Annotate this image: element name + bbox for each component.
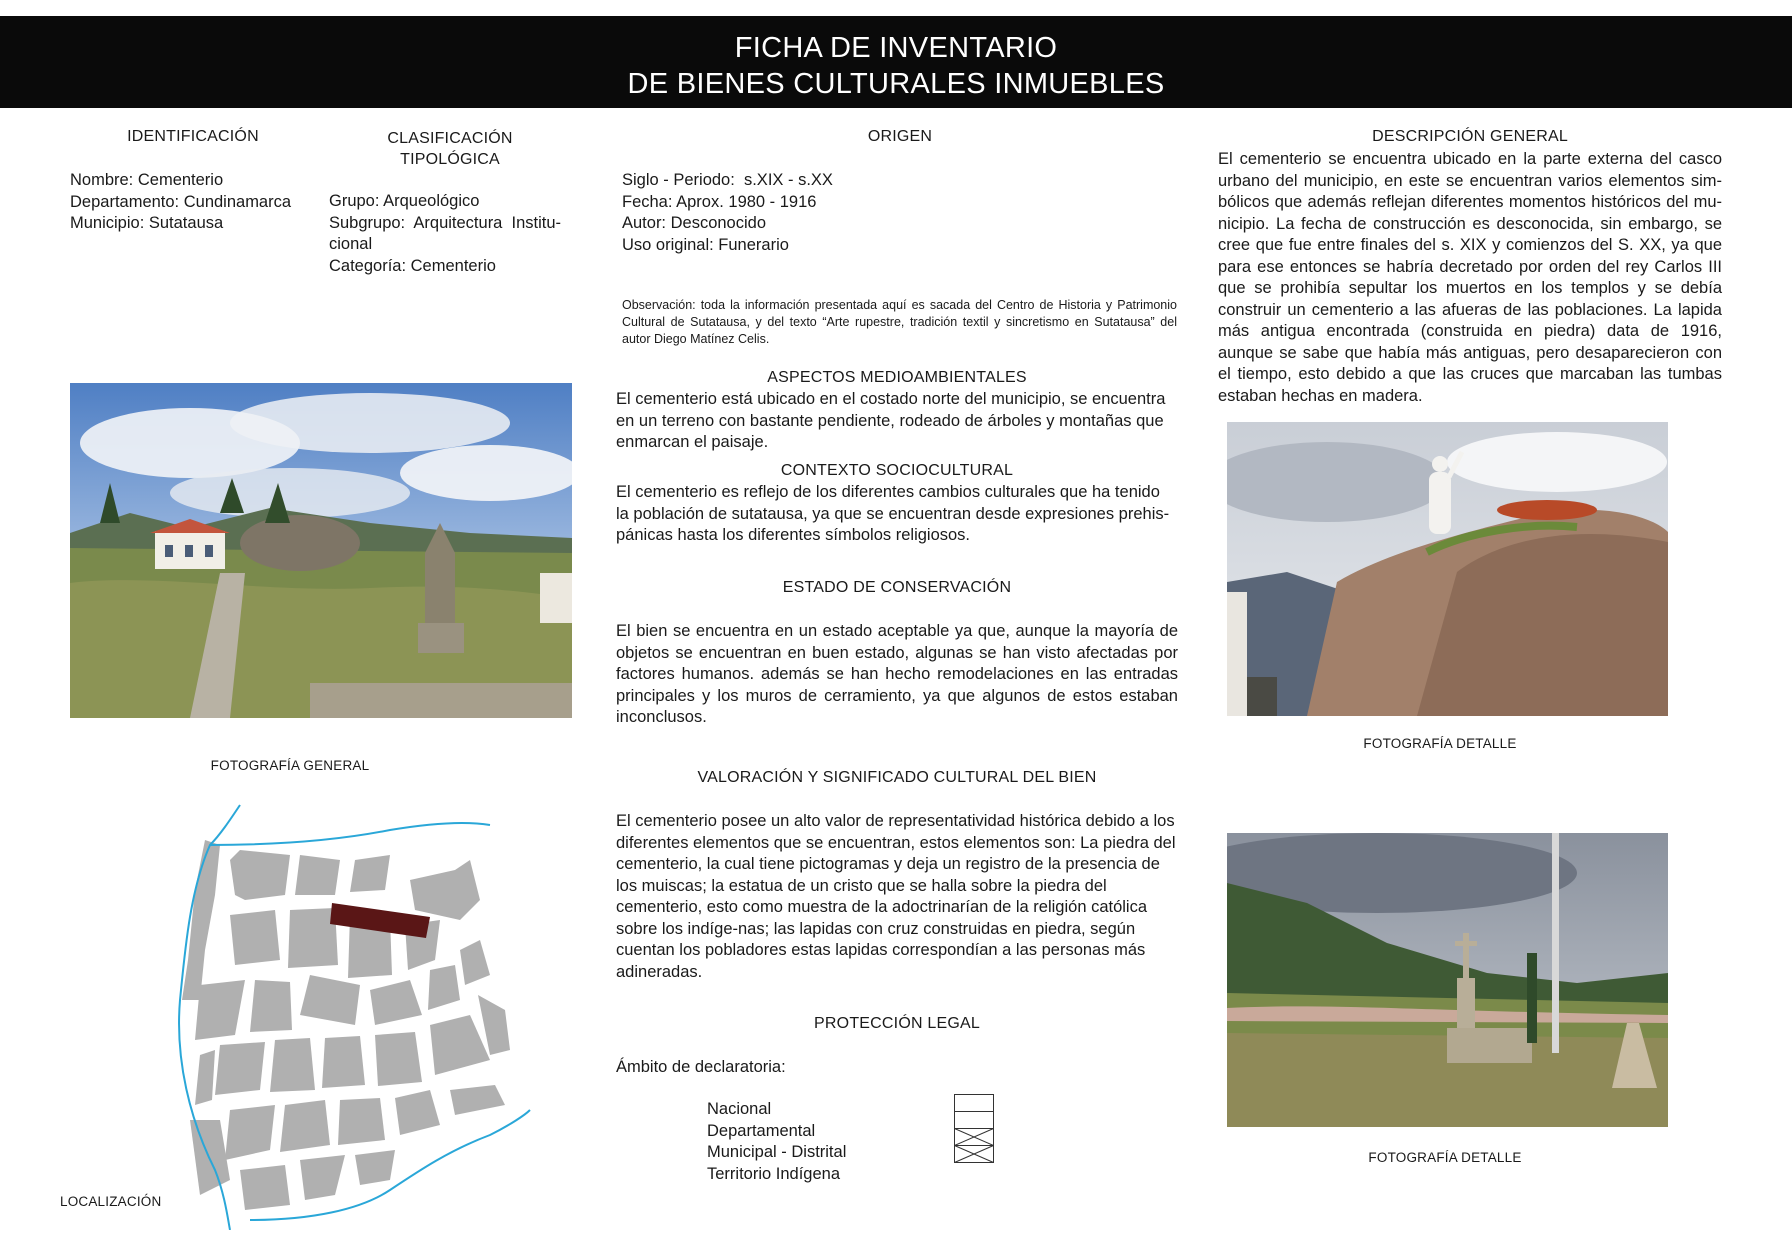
- medioambientales-text: El cementerio está ubicado en el costado norte del municipio, se encuentra en un terreno con bastante pendiente, rodeado de árboles y montañas que enmarcan el paisaje.: [616, 390, 1166, 451]
- proteccion-title: PROTECCIÓN LEGAL: [814, 1015, 980, 1032]
- clasificacion-subgrupo: Subgrupo: Arquitectura Institu-: [329, 213, 562, 232]
- proteccion-checkboxes: [954, 1094, 994, 1164]
- conservacion-text: El bien se encuentra en un estado aceptable ya que, aunque la mayoría de objetos se encuentran en buen estado, algunas se han visto afectadas por factores humanos. además se han hecho remodelaciones en las entradas principales y los muros de cerramiento, ya que algunos de estos estaban inconclusos.: [616, 622, 1178, 726]
- origen-block: [622, 170, 922, 256]
- identificacion-nombre: Nombre: Cementerio: [70, 171, 224, 189]
- clasificacion-title: [360, 128, 540, 170]
- photo-detalle-1: [1227, 422, 1668, 716]
- caption-general: FOTOGRAFÍA GENERAL: [210, 758, 370, 773]
- caption-detalle-2: FOTOGRAFÍA DETALLE: [1368, 1150, 1522, 1165]
- sociocultural-title: CONTEXTO SOCIOCULTURAL: [780, 462, 1014, 479]
- origen-autor: Autor: Desconocido: [622, 214, 766, 232]
- page-header: [0, 16, 1792, 108]
- checkbox-departamental[interactable]: [955, 1112, 994, 1129]
- origen-title: ORIGEN: [867, 128, 933, 145]
- identificacion-departamento: Departamento: Cundinamarca: [70, 192, 292, 211]
- identificacion-block: [70, 170, 310, 235]
- origen-fecha: Fecha: Aprox. 1980 - 1916: [622, 192, 817, 211]
- checkbox-municipal[interactable]: [955, 1129, 994, 1146]
- clasificacion-grupo: Grupo: Arqueológico: [329, 192, 480, 210]
- valoracion-title: VALORACIÓN Y SIGNIFICADO CULTURAL DEL BIEN: [697, 769, 1097, 786]
- header-title-line2: DE BIENES CULTURALES INMUEBLES: [627, 68, 1165, 100]
- caption-detalle-1: FOTOGRAFÍA DETALLE: [1363, 736, 1517, 751]
- clasificacion-subgrupo-cont: cional: [329, 235, 373, 253]
- clasificacion-title-line2: TIPOLÓGICA: [400, 151, 500, 168]
- proteccion-ambito: Ámbito de declaratoria:: [616, 1058, 786, 1076]
- clasificacion-title-line1: CLASIFICACIÓN: [387, 130, 513, 147]
- medioambientales-title: ASPECTOS MEDIOAMBIENTALES: [767, 369, 1027, 386]
- clasificacion-block: [329, 191, 574, 277]
- proteccion-options: [707, 1099, 927, 1185]
- location-map: [160, 800, 540, 1230]
- identificacion-municipio: Municipio: Sutatausa: [70, 214, 224, 232]
- descripcion-text: El cementerio se encuentra ubicado en la parte externa del casco urbano del municipio, en este se encuentran varios elementos sim-bólicos que además reflejan diferentes momentos históricos del mu-nicipio. La fecha de construcción es desconocida, sin embargo, se cree que fue entre finales del s. XIX y comienzos del S. XX, ya que para ese entonces se habría decretado por orden del rey Carlos III que se prohibía sepultar los muertos en los templos y se debía construir un cementerio a las afueras de las poblaciones. La lapida más antigua encontrada (construida en piedra) data de 1916, aunque se sabe que había más antiguas, pero desaparecieron con el tiempo, esto debido a que las cruces que marcaban las tumbas estaban hechas en madera.: [1218, 150, 1722, 405]
- origen-siglo: Siglo - Periodo: s.XIX - s.XX: [622, 171, 833, 189]
- proteccion-option-indigena: Territorio Indígena: [707, 1164, 840, 1183]
- photo-general: [70, 383, 572, 718]
- proteccion-option-departamental: Departamental: [707, 1121, 816, 1140]
- identificacion-title: IDENTIFICACIÓN: [127, 128, 259, 145]
- checkbox-indigena[interactable]: [955, 1146, 994, 1163]
- checkbox-nacional[interactable]: [955, 1095, 994, 1112]
- proteccion-checkbox-group: [954, 1094, 994, 1164]
- proteccion-option-municipal: Municipal - Distrital: [707, 1143, 847, 1161]
- proteccion-option-nacional: Nacional: [707, 1100, 772, 1118]
- valoracion-text: El cementerio posee un alto valor de representatividad histórica debido a los diferentes elementos que se encuentran, estos elementos son: La piedra del cementerio, la cual tiene pictogramas y deja un registro de la presencia de los muiscas; la estatua de un cristo que se halla sobre la piedra del cementerio, esto como muestra de la adoctrinarían de la religión católica sobre los indíge-nas; las lapidas con cruz construidas en piedra, según cuentan los pobladores estas lapidas correspondían a las personas más adineradas.: [616, 812, 1176, 981]
- caption-localizacion: LOCALIZACIÓN: [60, 1194, 162, 1209]
- conservacion-title: ESTADO DE CONSERVACIÓN: [782, 579, 1012, 596]
- sociocultural-text: El cementerio es reflejo de los diferentes cambios culturales que ha tenido la población de sutatausa, ya que se encuentran desde expresiones prehis-pánicas hasta los diferentes símbolos religiosos.: [616, 483, 1170, 544]
- descripcion-title: DESCRIPCIÓN GENERAL: [1372, 128, 1568, 145]
- origen-observacion: Observación: toda la información presentada aquí es sacada del Centro de Historia y Patrimonio Cultural de Sutatausa, y del texto “Arte rupestre, tradición textil y sincretismo en Sutatausa” del autor Diego Matínez Celis.: [622, 298, 1177, 346]
- map-city-blocks: [182, 840, 510, 1210]
- header-title-line1: FICHA DE INVENTARIO: [734, 32, 1058, 64]
- clasificacion-categoria: Categoría: Cementerio: [329, 256, 496, 275]
- photo-detalle-2: [1227, 833, 1668, 1127]
- origen-uso: Uso original: Funerario: [622, 235, 789, 254]
